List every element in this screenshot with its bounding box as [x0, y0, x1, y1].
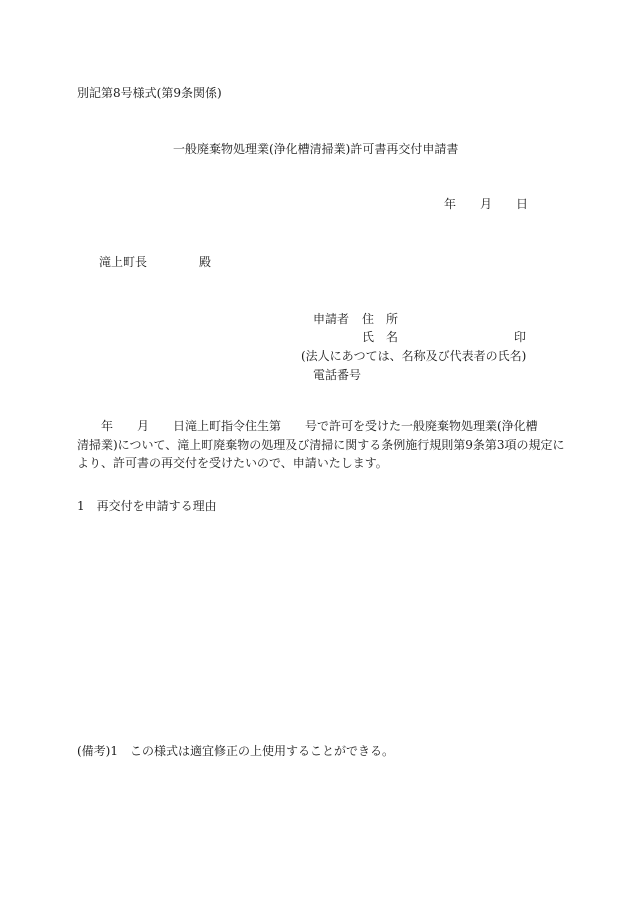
applicant-label: 申請者 — [313, 312, 350, 326]
body-line: 年 月 日滝上町指令住生第 号で許可を受けた一般廃棄物処理業(浄化槽 — [77, 419, 538, 433]
remarks-note: (備考)1 この様式は適宜修正の上使用することができる。 — [77, 744, 395, 758]
document-title: 一般廃棄物処理業(浄化槽清掃業)許可書再交付申請書 — [173, 142, 459, 156]
recipient-honorific: 殿 — [199, 255, 212, 269]
date-year: 年 — [444, 197, 457, 211]
address-label: 住 所 — [362, 312, 399, 326]
date-line — [444, 198, 528, 210]
seal-mark: 印 — [514, 330, 527, 344]
recipient-name: 滝上町長 — [99, 255, 148, 269]
recipient — [99, 256, 211, 268]
body-line: より、許可書の再交付を受けたいので、申請いたします。 — [77, 456, 388, 470]
corporation-note: (法人にあつては、名称及び代表者の氏名) — [301, 349, 527, 363]
body-line: 清掃業)について、滝上町廃棄物の処理及び清掃に関する条例施行規則第9条第3項の規定に — [77, 437, 565, 452]
form-id: 別記第8号様式(第9条関係) — [77, 86, 222, 100]
body-paragraph — [77, 417, 565, 473]
date-month: 月 — [480, 197, 493, 211]
name-label: 氏 名 — [362, 330, 399, 344]
date-day: 日 — [516, 197, 529, 211]
phone-label: 電話番号 — [313, 368, 362, 382]
reason-heading: 1 再交付を申請する理由 — [77, 499, 217, 513]
